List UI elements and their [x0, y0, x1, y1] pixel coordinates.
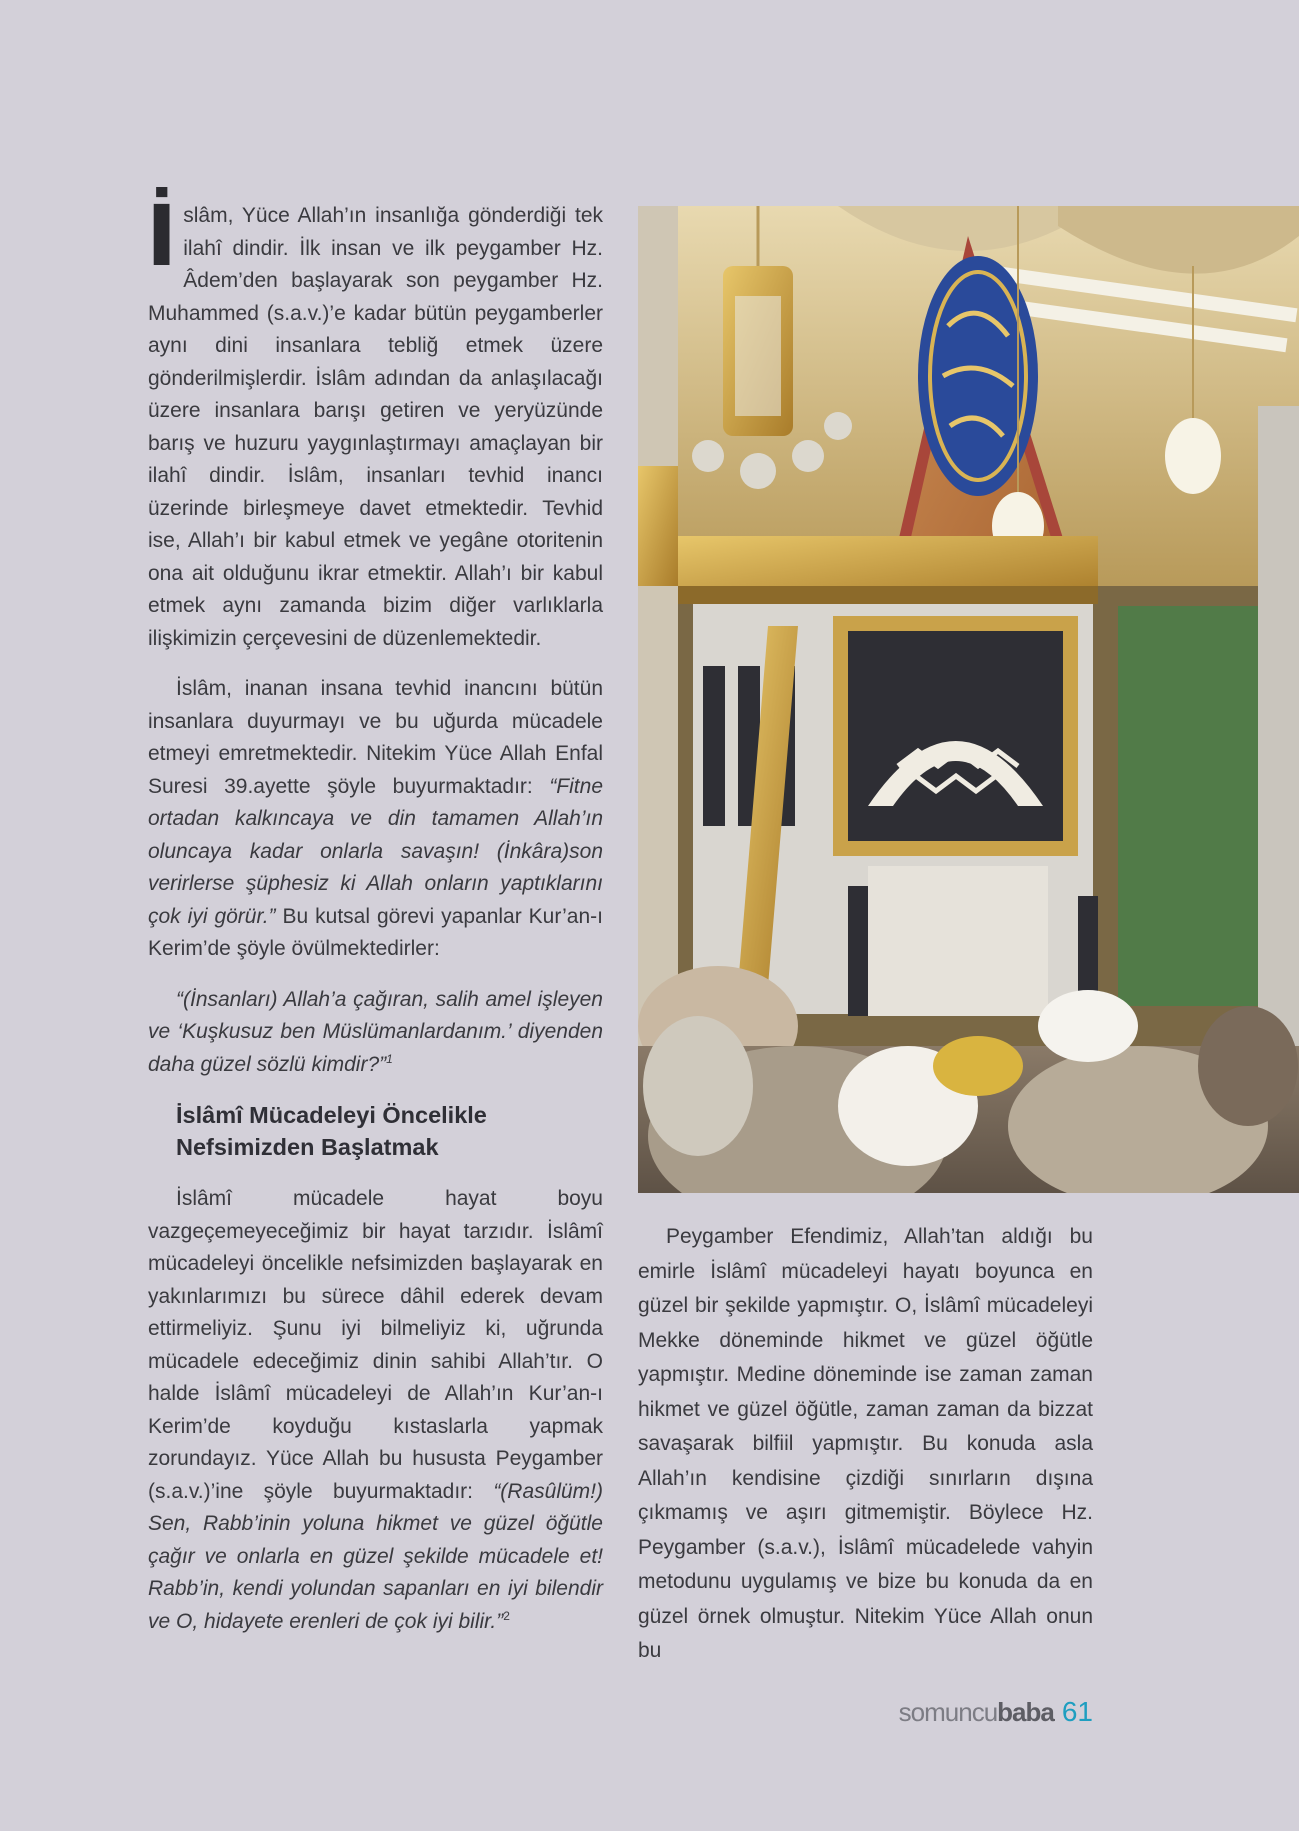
quote-block — [148, 984, 603, 1082]
quote-text: “(İnsanları) Allah’a çağıran, salih amel işleyen ve ‘Kuşkusuz ben Müslümanlardanım.’ diyenden daha güzel sözlü kimdir?” — [148, 987, 603, 1076]
section-heading: İslâmî Mücadeleyi Öncelikle Nefsimizden Başlatmak — [176, 1102, 487, 1160]
verse-quote-nahl: “(Rasûlüm!) Sen, Rabb’inin yoluna hikmet ve güzel öğütle çağır ve onlarla en güzel şekilde mücadele et! Rabb’in, kendi yolundan sapanları en iyi bilendir ve O, hidayete erenleri de çok iyi bilir.” — [148, 1479, 603, 1633]
paragraph-2-tail: Bu kutsal görevi yapanlar Kur’an-ı Kerim’de şöyle övülmektedirler: — [148, 904, 603, 960]
paragraph-3-text: İslâmî mücadele hayat boyu vazgeçemeyeceğimiz bir hayat tarzıdır. İslâmî mücadeleyi öncelikle nefsimizden başlayarak en yakınlarımızı bu sürece dâhil ederek devam ettirmeliyiz. Şunu iyi bilmeliyiz ki, uğrunda mücadele edeceğimiz dinin sahibi Allah’tır. O halde İslâmî mücadeleyi de Allah’ın Kur’an-ı Kerim’de koyduğu kıstaslarla yapmak zorundayız. Yüce Allah bu hususta Peygamber (s.a.v.)’ine şöyle buyurmaktadır: — [148, 1187, 603, 1503]
left-column — [146, 187, 603, 1656]
drop-cap: İ — [146, 187, 178, 285]
minbar-illustration — [638, 206, 1299, 1193]
brand-logo-bold: baba — [997, 1697, 1054, 1727]
page-number: 61 — [1061, 1696, 1093, 1727]
paragraph-2 — [148, 673, 603, 966]
footnote-ref-2: 2 — [503, 1608, 510, 1623]
right-paragraph: Peygamber Efendimiz, Allah’tan aldığı bu emirle İslâmî mücadeleyi hayatı boyunca en güzel bir şekilde yapmıştır. O, İslâmî mücadeleyi Mekke döneminde hikmet ve güzel öğütle yapmıştır. Medine döneminde ise zaman zaman hikmet ve güzel öğütle, zaman zaman da bizzat savaşarak bilfiil yapmıştır. Bu konuda asla Allah’ın kendisine çizdiği sınırların dışına çıkmamış ve aşırı gitmemiştir. Böylece Hz. Peygamber (s.a.v.), İslâmî mücadelede vahyin metodunu uygulamış ve bize bu konuda da en güzel örnek olmuştur. Nitekim Yüce Allah onun bu — [638, 1225, 1093, 1662]
footnote-ref-1: 1 — [386, 1051, 393, 1066]
mosque-interior-photo — [638, 206, 1299, 1193]
page-footer — [899, 1696, 1093, 1728]
intro-paragraph — [146, 187, 603, 655]
paragraph-3 — [148, 1183, 603, 1638]
right-column — [638, 1220, 1093, 1669]
intro-text: slâm, Yüce Allah’ın insanlığa gönderdiği tek ilahî dindir. İlk insan ve ilk peygamber Hz. Âdem’den başlayarak son peygamber Hz. Muhammed (s.a.v.)’e kadar bütün peygamberler aynı dini insanlara tebliğ etmek üzere gönderilmişlerdir. İslâm adından da anlaşılacağı üzere insanlara barışı getiren ve yeryüzünde barış ve huzuru yaygınlaştırmayı amaçlayan bir ilahî dindir. İslâm, insanları tevhid inancı üzerinde birleşmeye davet etmektedir. Tevhid ise, Allah’ı bir kabul etmek ve yegâne otoritenin ona ait olduğunu ikrar etmektir. Allah’ı bir kabul etmek aynı zamanda bizim diğer varlıklarla ilişkimizin çerçevesini de düzenlemektedir. — [148, 204, 603, 650]
verse-quote-enfal: “Fitne ortadan kalkıncaya ve din tamamen Allah’ın oluncaya kadar onlarla savaşın! (İnkâra)son verirlerse şüphesiz ki Allah onların yaptıklarını çok iyi görür.” — [148, 774, 603, 928]
paragraph-2-text: İslâm, inanan insana tevhid inancını bütün insanlara duyurmayı ve bu uğurda mücadele etmeyi emretmektedir. Nitekim Yüce Allah Enfal Suresi 39.ayette şöyle buyurmaktadır: — [148, 677, 603, 798]
brand-logo-light: somuncu — [898, 1697, 998, 1727]
